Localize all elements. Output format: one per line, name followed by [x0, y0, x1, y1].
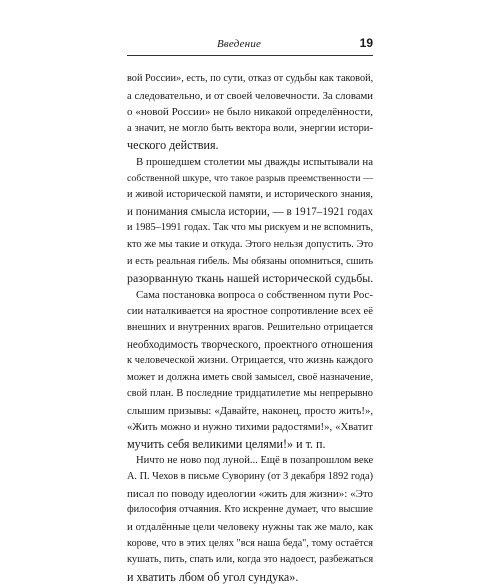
text-line: вой России», есть, по сути, отказ от судьбы как таковой, [127, 73, 374, 84]
text-line: Ничто не ново под луной... Ещё в позапрошлом веке [136, 454, 374, 466]
text-line: кто же мы такие и откуда. Этого нельзя допустить. Это [127, 238, 374, 250]
text-line: может и должна иметь свой замысел, своё назначение, [127, 371, 374, 383]
text-line: слышим призывы: «Давайте, наконец, просто жить!», [127, 404, 373, 417]
text-line: необходимость творческого, проектного отношения [127, 338, 373, 351]
page-number: 19 [359, 36, 373, 50]
text-line: а значит, не могло быть вектора воли, энергии истори- [127, 122, 373, 134]
text-line: «Жить можно и нужно тихими радостями!», «Хватит [127, 421, 373, 434]
text-line: собственной шкуре, что такое разрыв преемственности — [127, 172, 373, 184]
text-line: и живой исторической памяти, и исторического знания, [127, 189, 373, 201]
text-line: В прошедшем столетии мы дважды испытывали на [136, 155, 373, 168]
text-line: и есть реальная гибель. Мы обязаны опомниться, сшить [127, 255, 373, 267]
text-line: внешних и внутренних врагов. Решительно отрицается [127, 321, 373, 333]
text-line: мучить себя великими целями!» и т. п. [127, 437, 326, 452]
text-line: свой план. В последние тридцатилетие мы непрерывно [127, 388, 373, 400]
text-line: писал по поводу идеологии «жить для жизни»: «Это [127, 487, 373, 500]
text-line: о «новой России» не было никакой определённости, [127, 106, 373, 119]
text-line: ческого действия. [127, 138, 219, 153]
text-line: кушать, пить, спать или, когда это надоест, разбежаться [127, 554, 374, 566]
text-line: Сама постановка вопроса о собственном пути Рос- [136, 288, 373, 301]
text-line: корове, что в этих целях "вся наша беда", тому остаётся [127, 537, 373, 549]
text-line: философия отчаяния. Кто искренне думает, что высшие [127, 504, 373, 516]
text-line: а следовательно, и от своей человечности. За словами [127, 89, 373, 102]
text-line: и понимания смысла истории, — в 1917–1921 годах [127, 205, 373, 218]
text-line: разорванную ткань нашей исторической судьбы. [127, 271, 374, 286]
section-title: Введение [217, 38, 262, 50]
header-rule [127, 55, 373, 56]
text-line: и 1985–1991 годах. Так что мы рискуем и не вспомнить, [127, 222, 374, 234]
text-line: и отдалённые цели человеку нужны так же мало, как [127, 521, 373, 534]
text-line: к человеческой жизни. Отрицается, что жизнь каждого [127, 355, 373, 367]
text-line: А. П. Чехов в письме Суворину (от 3 декабря 1892 года) [127, 471, 373, 483]
text-line: и хватить лбом об угол сундука». [127, 569, 299, 584]
text-line: сии наталкивается на яростное сопротивление всех её [127, 305, 374, 318]
body-text [127, 71, 373, 585]
running-head [127, 37, 373, 53]
